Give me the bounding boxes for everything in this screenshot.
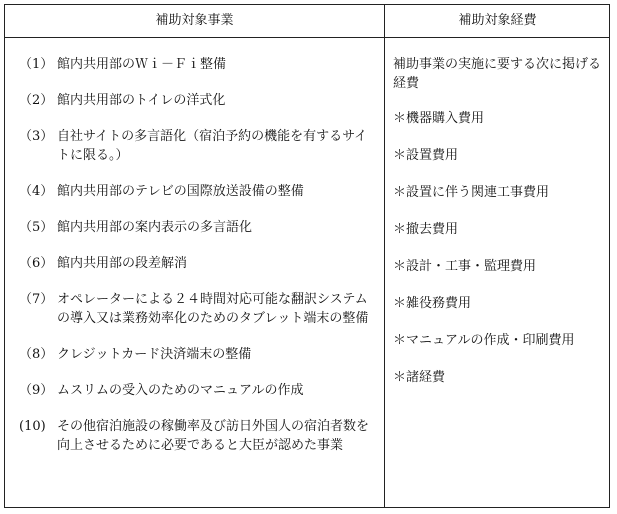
project-text: 館内共用部のトイレの洋式化 <box>57 93 226 108</box>
project-number: （4） <box>19 184 54 199</box>
expense-item: ＊雑役務費用 <box>393 296 472 311</box>
project-number: （3） <box>19 129 54 144</box>
header-expenses: 補助対象経費 <box>458 13 537 28</box>
project-text: 館内共用部の段差解消 <box>57 256 188 271</box>
expense-item: ＊マニュアルの作成・印刷費用 <box>393 333 575 348</box>
expense-item: ＊設計・工事・監理費用 <box>393 259 537 274</box>
project-text: ムスリムの受入のためのマニュアルの作成 <box>57 383 304 398</box>
expenses-intro: 補助事業の実施に要する次に掲げる経費 <box>393 57 602 91</box>
project-text: 自社サイトの多言語化（宿泊予約の機能を有するサイトに限る。） <box>57 129 368 163</box>
project-item <box>19 91 379 110</box>
project-number: （8） <box>19 347 54 362</box>
projects-column <box>19 55 379 472</box>
project-number: （9） <box>19 383 54 398</box>
project-item <box>19 127 379 165</box>
expense-item: ＊設置に伴う関連工事費用 <box>393 185 550 200</box>
project-item <box>19 381 379 400</box>
project-item <box>19 417 379 455</box>
project-number: （2） <box>19 93 54 108</box>
expense-item: ＊機器購入費用 <box>393 111 485 126</box>
expenses-column <box>393 55 605 405</box>
project-number: （6） <box>19 256 54 271</box>
expense-item: ＊撤去費用 <box>393 222 459 237</box>
project-text: 館内共用部の案内表示の多言語化 <box>57 220 253 235</box>
project-item <box>19 218 379 237</box>
project-number: (10) <box>19 419 46 434</box>
project-item <box>19 182 379 201</box>
subsidy-table <box>4 4 610 508</box>
project-number: （1） <box>19 57 54 72</box>
project-number: （5） <box>19 220 54 235</box>
expense-item: ＊設置費用 <box>393 148 459 163</box>
project-item <box>19 254 379 273</box>
project-item <box>19 55 379 74</box>
project-text: オペレーターによる２４時間対応可能な翻訳システムの導入又は業務効率化のためのタブレット端末の整備 <box>57 292 369 326</box>
project-number: （7） <box>19 292 54 307</box>
expense-item: ＊諸経費 <box>393 370 446 385</box>
project-text: その他宿泊施設の稼働率及び訪日外国人の宿泊者数を向上させるために必要であると大臣が認めた事業 <box>57 419 370 453</box>
project-item <box>19 290 379 328</box>
header-projects: 補助対象事業 <box>155 13 234 28</box>
project-text: クレジットカード決済端末の整備 <box>57 347 252 362</box>
project-text: 館内共用部のテレビの国際放送設備の整備 <box>57 184 304 199</box>
project-text: 館内共用部のＷｉ－Ｆｉ整備 <box>57 57 227 72</box>
column-divider <box>384 5 385 507</box>
project-item <box>19 345 379 364</box>
